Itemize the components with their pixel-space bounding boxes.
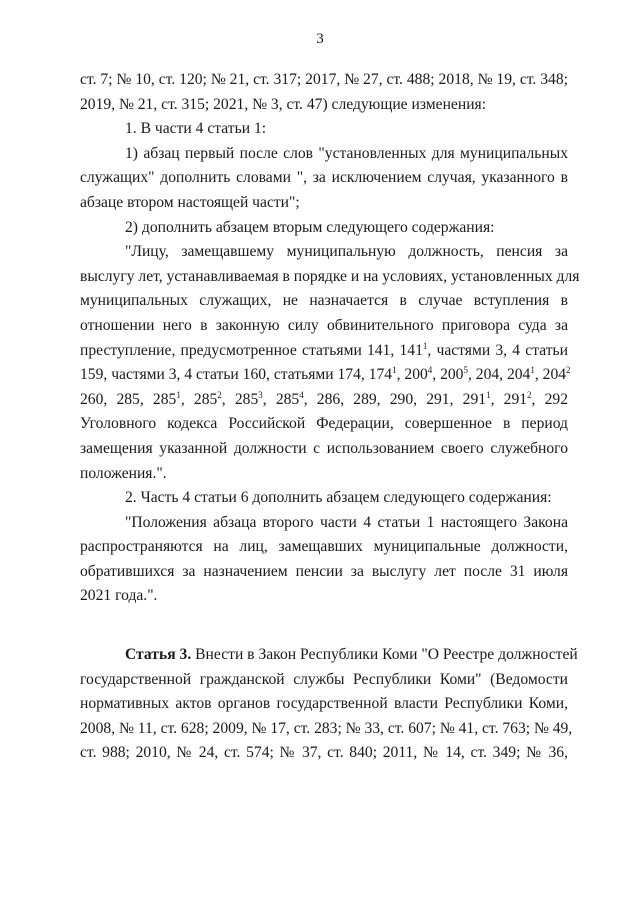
line-segment: , 204 (534, 366, 567, 384)
quoted-line (80, 388, 568, 413)
article-title: Статья 3. (125, 646, 192, 664)
section-heading: 1. В части 4 статьи 1: (125, 120, 267, 138)
superscript: 5 (463, 365, 468, 376)
superscript: 2 (217, 389, 222, 400)
line-segment: , 285 (262, 390, 300, 408)
line-segment: , 291 (490, 390, 528, 408)
superscript: 2 (527, 389, 532, 400)
superscript: 1 (392, 365, 397, 376)
line-segment: , 285 (221, 390, 259, 408)
quoted-line: "Положения абзаца второго части 4 статьи 1 настоящего Закона (125, 513, 568, 531)
article-line: нормативных актов органов государственной власти Республики Коми, (80, 695, 568, 713)
quoted-line: выслугу лет, устанавливаемая в порядке и на условиях, установленных для (80, 267, 580, 285)
line-segment: , 200 (396, 366, 428, 384)
line-segment: , 292 (531, 390, 569, 408)
page-number: 3 (316, 31, 324, 47)
superscript: 4 (299, 389, 304, 400)
quoted-line (80, 363, 571, 388)
line-segment: , 204, 204 (467, 366, 531, 384)
quoted-line: "Лицу, замещавшему муниципальную должность, пенсия за (125, 243, 568, 261)
quoted-line: 2021 года.". (80, 587, 158, 605)
quoted-line: распространяются на лиц, замещавших муниципальные должности, (80, 538, 568, 556)
quoted-line: Уголовного кодекса Российской Федерации, совершенное в период (80, 415, 568, 433)
article-line: государственной гражданской службы Республики Коми" (Ведомости (80, 670, 568, 688)
quoted-line: положения.". (80, 464, 167, 482)
superscript: 1 (486, 389, 491, 400)
superscript: 1 (530, 365, 535, 376)
line-segment: , 285 (180, 390, 218, 408)
paragraph-gap (80, 609, 568, 643)
superscript: 1 (422, 340, 428, 351)
line-segment: , 286, 289, 290, 291, 291 (303, 390, 487, 408)
article-line (80, 643, 578, 668)
body-line: 1) абзац первый после слов "установленных для муниципальных (125, 144, 568, 162)
section-heading: 2. Часть 4 статьи 6 дополнить абзацем следующего содержания: (125, 489, 552, 507)
line-segment: , 200 (432, 366, 464, 384)
article-line: ст. 988; 2010, № 24, ст. 574; № 37, ст. 840; 2011, № 14, ст. 349; № 36, (80, 744, 568, 762)
quoted-line (80, 339, 568, 364)
line-segment: преступление, предусмотренное статьями 141, 141 (80, 341, 423, 359)
body-line: 2) дополнить абзацем вторым следующего содержания: (125, 218, 495, 236)
line-segment: 159, частями 3, 4 статьи 160, статьями 174, 174 (80, 366, 393, 384)
line-segment: 260, 285, 285 (80, 390, 177, 408)
document-body (80, 68, 580, 766)
superscript: 2 (566, 365, 571, 376)
quoted-line: обратившихся за назначением пенсии за выслугу лет после 31 июля (80, 562, 568, 580)
superscript: 1 (176, 389, 181, 400)
article-line: 2008, № 11, ст. 628; 2009, № 17, ст. 283; № 33, ст. 607; № 41, ст. 763; № 49, (80, 719, 573, 737)
line-segment: , частями 3, 4 статьи (427, 341, 568, 359)
body-line: 2019, № 21, ст. 315; 2021, № 3, ст. 47) следующие изменения: (80, 95, 487, 113)
body-line: абзаце втором настоящей части"; (80, 193, 300, 211)
superscript: 3 (258, 389, 263, 400)
superscript: 4 (427, 365, 433, 376)
quoted-line: муниципальных служащих, не назначается в случае вступления в (80, 292, 568, 310)
quoted-line: отношении него в законную силу обвинительного приговора суда за (80, 316, 568, 334)
line-segment: Внести в Закон Республики Коми "О Реестре должностей (191, 646, 578, 664)
quoted-line: замещения указанной должности с использованием своего служебного (80, 439, 568, 457)
body-line: ст. 7; № 10, ст. 120; № 21, ст. 317; 2017, № 27, ст. 488; 2018, № 19, ст. 348; (80, 71, 568, 88)
body-line: служащих" дополнить словами ", за исключением случая, указанного в (80, 169, 568, 187)
